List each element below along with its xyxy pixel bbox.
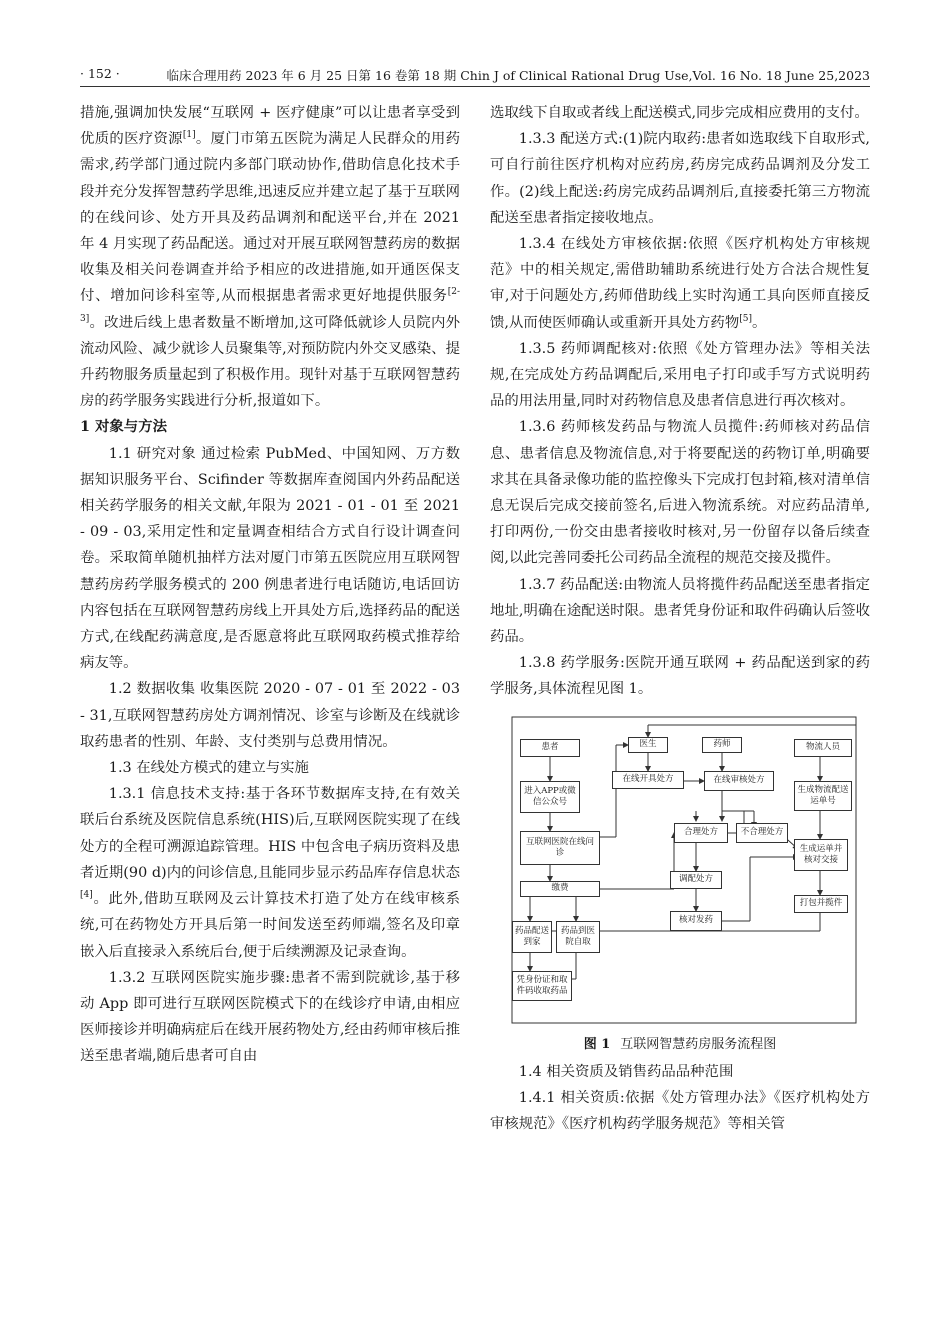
flow-handover: 生成运单并核对交接 xyxy=(794,839,848,871)
figure-caption xyxy=(490,1035,870,1055)
left-column xyxy=(80,100,460,1070)
continued-paragraph: 选取线下自取或者线上配送模式,同步完成相应费用的支付。 xyxy=(490,105,869,121)
section-1-1: 1.1 研究对象 通过检索 PubMed、中国知网、万方数据知识服务平台、Scifinder 等数据库查阅国内外药品配送相关药学服务的相关文献,年限为 2021 - 01 - 01 至 2021 - 09 - 03,采用定性和定量调查相结合方式自行设计调查问卷。采取简单随机抽样方法对厦门市第五医院应用互联网智慧药房药学服务模式的 200 例患者进行电话随访,电话回访内容包括在互联网智慧药房线上开具处方后,选择药品的配送方式,在线配药满意度,是否愿意将此互联网取药模式推荐给病友等。 xyxy=(80,445,460,672)
flow-patient: 患者 xyxy=(520,739,580,757)
section-1-heading: 1 对象与方法 xyxy=(80,418,167,436)
journal-citation: 临床合理用药 2023 年 6 月 25 日第 16 卷第 18 期 Chin J of Clinical Rational Drug Use,Vol. 16 No. 18 June 25,2023 xyxy=(166,68,870,83)
header-rule xyxy=(80,86,870,87)
flow-check: 核对发药 xyxy=(670,911,722,931)
flow-app: 进入APP或微信公众号 xyxy=(520,781,580,813)
section-1-3-7: 1.3.7 药品配送:由物流人员将揽件药品配送至患者指定地址,明确在途配送时限。患者凭身份证和取件码确认后签收药品。 xyxy=(490,576,870,646)
flow-dispense: 调配处方 xyxy=(670,871,722,889)
section-1-3-4: 1.3.4 在线处方审核依据:依照《医疗机构处方审核规范》中的相关规定,需借助辅助系统进行处方合法合规性复审,对于问题处方,药师借助线上实时沟通工具向医师直接反馈,从而使医师确认或重新开具处方药物[5]。 xyxy=(490,236,870,331)
section-1-3-1: 1.3.1 信息技术支持:基于各环节数据库支持,在有效关联后台系统及医院信息系统(HIS)后,互联网医院实现了在线处方的全程可溯源追踪管理。HIS 中包含电子病历资料及患者近期(90 d)内的问诊信息,且能同步显示药品库存信息状态[4]。此外,借助互联网及云计算技术打造了处方在线审核系统,可在药物处方开具后第一时间发送至药师端,签名及印章嵌入后直接录入系统后台,便于后续溯源及记录查询。 xyxy=(80,786,460,960)
flow-pack: 打包并揽件 xyxy=(794,895,848,913)
flow-bad-rx: 不合理处方 xyxy=(736,823,788,843)
intro-paragraph: 措施,强调加快发展“互联网 + 医疗健康”可以让患者享受到优质的医疗资源[1]。厦门市第五医院为满足人民群众的用药需求,药学部门通过院内多部门联动协作,借助信息化技术手段并充分发挥智慧药学思维,迅速反应并建立起了基于互联网的在线问诊、处方开具及药品调剂和配送平台,并在 2021 年 4 月实现了药品配送。通过对开展互联网智慧药房的数据收集及相关问卷调查并给予相应的改进措施,如开通医保支付、增加问诊科室等,从而根据患者需求更好地提供服务[2-3]。改进后线上患者数量不断增加,这可降低就诊人员院内外流动风险、减少就诊人员聚集等,对预防院内外交叉感染、提升药物服务质量起到了积极作用。现针对基于互联网智慧药房的药学服务实践进行分析,报道如下。 xyxy=(80,105,460,410)
flow-doctor: 医生 xyxy=(628,737,668,753)
page-number: · 152 · xyxy=(80,66,120,81)
right-column xyxy=(490,100,870,1137)
section-1-4-heading: 1.4 相关资质及销售药品品种范围 xyxy=(518,1063,734,1080)
flow-online-clinic: 互联网医院在线问诊 xyxy=(520,831,600,865)
flow-pharmacist: 药师 xyxy=(702,737,742,753)
flow-ok-rx: 合理处方 xyxy=(674,823,728,843)
flowchart-figure xyxy=(490,709,870,1031)
section-1-3-heading: 1.3 在线处方模式的建立与实施 xyxy=(108,760,309,777)
section-1-2: 1.2 数据收集 收集医院 2020 - 07 - 01 至 2022 - 03 - 31,互联网智慧药房处方调剂情况、诊室与诊断及在线就诊取药患者的性别、年龄、支付类别与总费用情况。 xyxy=(80,681,460,750)
section-1-3-5: 1.3.5 药师调配核对:依照《处方管理办法》等相关法规,在完成处方药品调配后,采用电子打印或手写方式说明药品的用法用量,同时对药物信息及患者信息进行再次核对。 xyxy=(490,340,870,410)
section-1-3-3: 1.3.3 配送方式:(1)院内取药:患者如选取线下自取形式,可自行前往医疗机构对应药房,药房完成药品调剂及分发工作。(2)线上配送:药房完成药品调剂后,直接委托第三方物流配送至患者指定接收地点。 xyxy=(490,131,870,226)
section-1-3-8: 1.3.8 药学服务:医院开通互联网 + 药品配送到家的药学服务,具体流程见图 1。 xyxy=(490,655,870,698)
flow-review: 在线审核处方 xyxy=(704,771,774,791)
flow-prescribe: 在线开具处方 xyxy=(612,771,684,789)
running-header xyxy=(80,66,870,86)
flow-pickup: 药品到医院自取 xyxy=(556,921,600,953)
section-1-3-6: 1.3.6 药师核发药品与物流人员揽件:药师核对药品信息、患者信息及物流信息,对于将要配送的药物订单,明确要求其在具备录像功能的监控像头下完成打包封箱,核对清单信息无误后完成交接前签名,后进入物流系统。对应药品清单,打印两份,一份交由患者接收时核对,另一份留存以备后续查阅,以此完善同委托公司药品全流程的规范交接及揽件。 xyxy=(490,419,870,567)
figure-label: 图 1 xyxy=(583,1036,611,1052)
flow-courier: 物流人员 xyxy=(794,739,852,757)
figure-title: 互联网智慧药房服务流程图 xyxy=(620,1036,777,1052)
flow-pay: 缴费 xyxy=(520,881,600,897)
flow-sign: 凭身份证和取件码收取药品 xyxy=(512,971,572,1001)
section-1-3-2: 1.3.2 互联网医院实施步骤:患者不需到院就诊,基于移动 App 即可进行互联网医院模式下的在线诊疗申请,由相应医师接诊并明确病症后在线开展药物处方,经由药师审核后推送至患者端,随后患者可自由 xyxy=(80,969,460,1065)
flow-waybill: 生成物流配送运单号 xyxy=(794,781,852,811)
flow-deliver-home: 药品配送到家 xyxy=(512,921,552,953)
section-1-4-1: 1.4.1 相关资质:依据《处方管理办法》《医疗机构处方审核规范》《医疗机构药学服务规范》等相关管 xyxy=(490,1089,870,1133)
